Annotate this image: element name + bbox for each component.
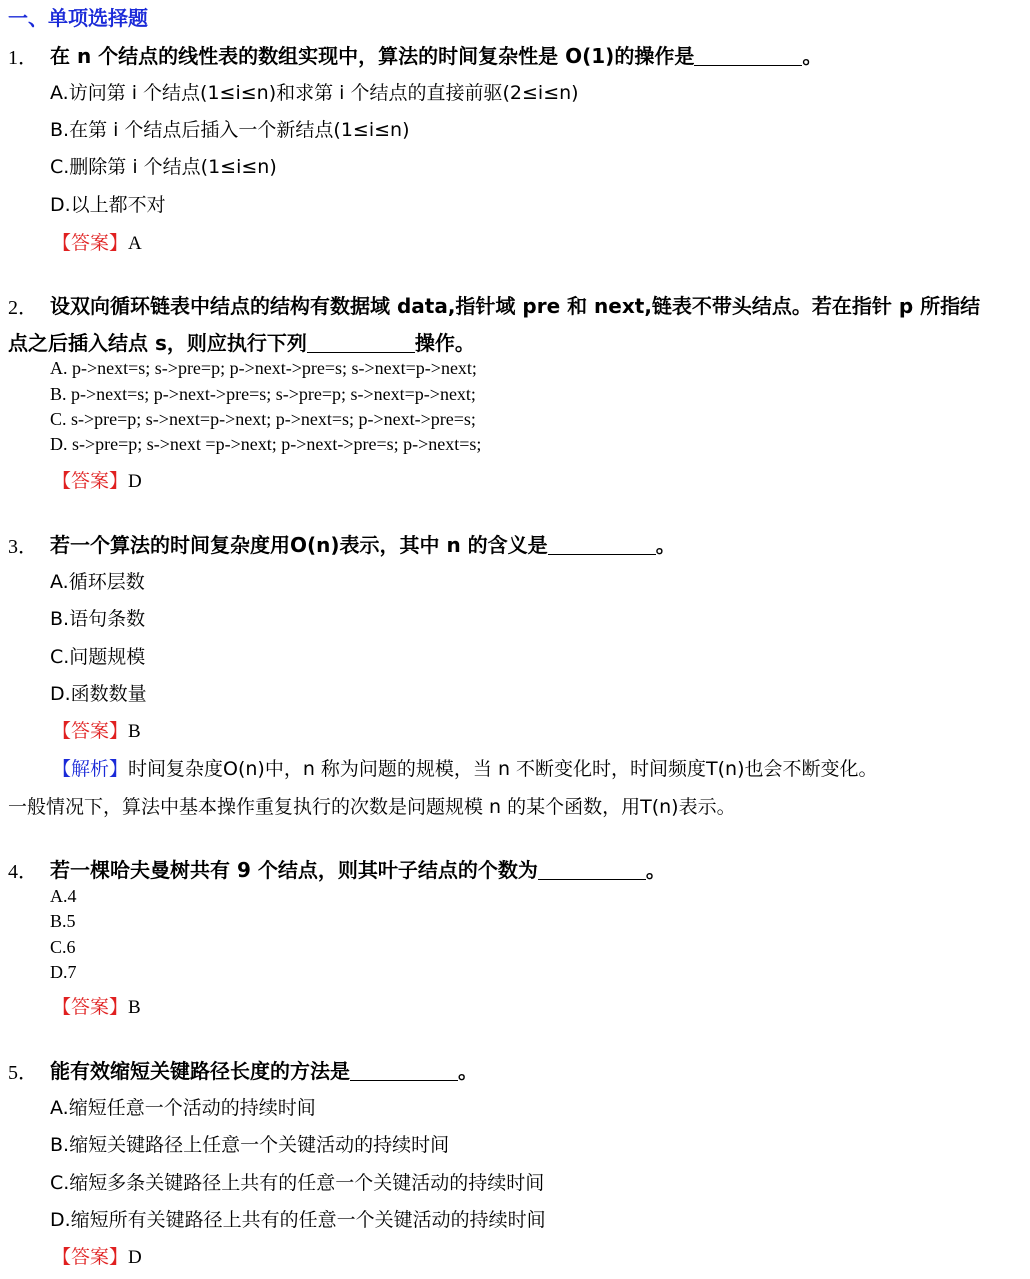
q1-stem-text: 在 n 个结点的线性表的数组实现中，算法的时间复杂性是 O(1)的操作是	[50, 44, 695, 68]
q1-answer	[52, 228, 142, 255]
q4-number: 4．	[8, 861, 38, 883]
q2-answer-value: D	[128, 471, 142, 492]
q3-stem-end: 。	[655, 533, 676, 557]
q2-number: 2．	[8, 297, 38, 319]
q3-answer-value: B	[128, 721, 141, 742]
q5-option-a: A.缩短任意一个活动的持续时间	[50, 1097, 316, 1119]
q5-stem-end: 。	[458, 1059, 478, 1083]
q2-stem-line1: 设双向循环链表中结点的结构有数据域 data,指针域 pre 和 next,链表不带头结点。若在指针 p 所指结	[50, 294, 981, 318]
q4-option-b: B.5	[50, 911, 76, 931]
q3-answer-label: 【答案】	[52, 720, 129, 742]
q2-stem-end: 操作。	[414, 331, 475, 355]
q4-stem-text: 若一棵哈夫曼树共有 9 个结点，则其叶子结点的个数为	[50, 858, 538, 882]
q1-option-d: D.以上都不对	[50, 194, 166, 216]
q3-option-a: A.循环层数	[50, 571, 145, 593]
q5-option-b: B.缩短关键路径上任意一个关键活动的持续时间	[50, 1134, 450, 1156]
q1-option-c: C.删除第 i 个结点(1≤i≤n)	[50, 156, 277, 178]
q2-blank	[307, 332, 415, 353]
q3-number: 3．	[8, 536, 38, 558]
q3-blank	[548, 534, 656, 555]
q4-stem	[50, 854, 666, 883]
q1-option-a: A.访问第 i 个结点(1≤i≤n)和求第 i 个结点的直接前驱(2≤i≤n)	[50, 82, 579, 104]
q4-answer-value: B	[128, 997, 141, 1018]
q4-stem-end: 。	[645, 858, 666, 882]
q2-stem-text: 点之后插入结点 s，则应执行下列	[8, 331, 307, 355]
q1-blank	[694, 45, 802, 66]
q3-explanation-line2: 一般情况下，算法中基本操作重复执行的次数是问题规模 n 的某个函数，用T(n)表示。	[8, 796, 736, 818]
q3-stem-text: 若一个算法的时间复杂度用O(n)表示，其中 n 的含义是	[50, 533, 548, 557]
q1-stem-end: 。	[802, 44, 823, 68]
q2-answer-label: 【答案】	[52, 470, 129, 492]
q5-option-d: D.缩短所有关键路径上共有的任意一个关键活动的持续时间	[50, 1209, 546, 1231]
q1-number: 1．	[8, 47, 38, 69]
q1-stem	[50, 40, 822, 69]
q5-stem-text: 能有效缩短关键路径长度的方法是	[50, 1059, 350, 1083]
q5-answer-value: D	[128, 1247, 142, 1268]
q4-option-a: A.4	[50, 886, 77, 906]
q3-option-b: B.语句条数	[50, 608, 146, 630]
q2-option-b: B. p->next=s; p->next->pre=s; s->pre=p; s->next=p->next;	[50, 384, 476, 404]
q3-explanation-line1	[52, 754, 878, 781]
q5-number: 5．	[8, 1062, 38, 1084]
q4-blank	[538, 859, 646, 880]
q4-option-c: C.6	[50, 937, 76, 957]
q2-option-a: A. p->next=s; s->pre=p; p->next->pre=s; s->next=p->next;	[50, 358, 477, 378]
q5-answer-label: 【答案】	[52, 1246, 129, 1268]
q1-answer-label: 【答案】	[52, 232, 129, 254]
q3-explanation-text1: 时间复杂度O(n)中，n 称为问题的规模，当 n 不断变化时，时间频度T(n)也会不断变化。	[128, 758, 878, 780]
q2-answer	[52, 466, 142, 493]
q2-option-c: C. s->pre=p; s->next=p->next; p->next=s; p->next->pre=s;	[50, 409, 476, 429]
q4-option-d: D.7	[50, 962, 77, 982]
q3-stem	[50, 529, 676, 558]
q4-answer-label: 【答案】	[52, 996, 129, 1018]
q5-answer	[52, 1242, 142, 1269]
q5-option-c: C.缩短多条关键路径上共有的任意一个关键活动的持续时间	[50, 1172, 545, 1194]
q5-stem	[50, 1055, 478, 1084]
section-title: 一、单项选择题	[8, 6, 148, 30]
q2-option-d: D. s->pre=p; s->next =p->next; p->next->pre=s; p->next=s;	[50, 434, 482, 454]
q3-option-d: D.函数数量	[50, 683, 147, 705]
q1-answer-value: A	[128, 233, 142, 254]
q1-option-b: B.在第 i 个结点后插入一个新结点(1≤i≤n)	[50, 119, 410, 141]
q3-answer	[52, 716, 141, 743]
q3-explanation-label: 【解析】	[52, 758, 129, 780]
q2-stem-line2	[8, 327, 475, 356]
q3-option-c: C.问题规模	[50, 646, 146, 668]
q5-blank	[350, 1060, 458, 1081]
q4-answer	[52, 992, 141, 1019]
